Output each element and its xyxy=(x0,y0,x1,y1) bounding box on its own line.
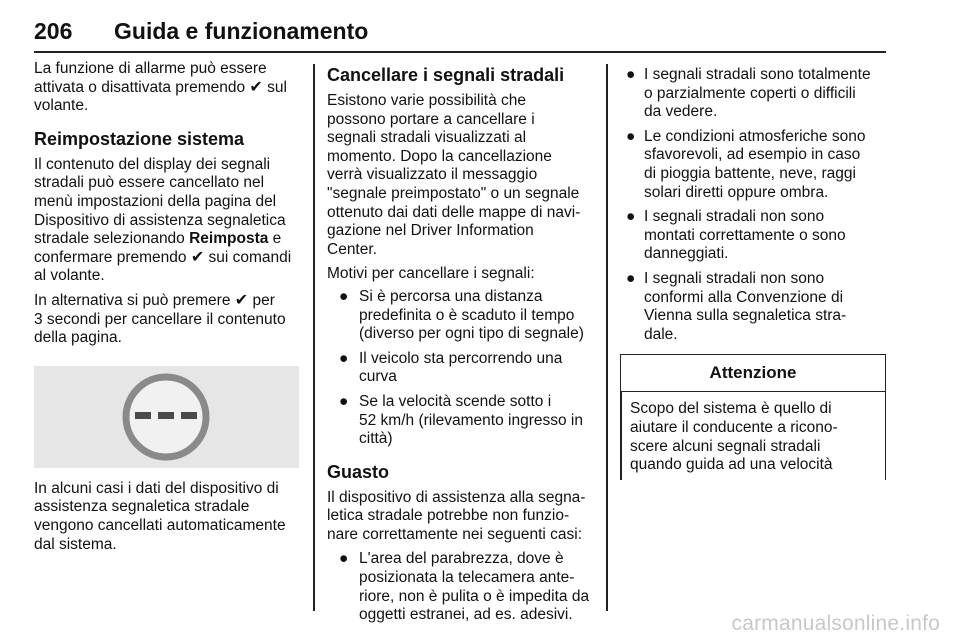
bullet-icon: ● xyxy=(339,349,349,367)
column-3 xyxy=(620,60,886,480)
bullet-icon: ● xyxy=(626,127,636,145)
list-item: ● L'area del parabrezza, dove è posizionata la telecamera ante- riore, non è pulita o è impedita da oggetti estranei, ad es. adesivi. xyxy=(339,550,590,624)
list-item: ● I segnali stradali non sono conformi alla Convenzione di Vienna sulla segnaletica stra- dale. xyxy=(626,269,847,343)
check-icon: ✔ xyxy=(190,248,205,266)
watermark: carmanualsonline.info xyxy=(731,612,940,635)
notice-title: Attenzione xyxy=(709,363,797,383)
figure-sign xyxy=(34,366,299,468)
list-item: ● Le condizioni atmosferiche sono sfavorevoli, ad esempio in caso di pioggia battente, neve, raggi solari diretti oppure ombra. xyxy=(626,127,866,201)
heading-reset: Reimpostazione sistema xyxy=(34,128,245,149)
column-divider xyxy=(606,64,608,611)
notice-box xyxy=(620,354,886,480)
end-of-restriction-sign-icon xyxy=(34,366,299,468)
paragraph: La funzione di allarme può essere attivata o disattivata premendo ✔ sul volante. xyxy=(34,60,287,115)
column-divider xyxy=(313,64,315,611)
header-rule xyxy=(34,51,886,53)
column-2 xyxy=(327,60,592,625)
list-item: ● Il veicolo sta percorrendo una curva xyxy=(339,349,563,386)
bullet-icon: ● xyxy=(626,269,636,287)
list-item: ● Si è percorsa una distanza predefinita o è scaduto il tempo (diverso per ogni tipo di segnale) xyxy=(339,287,584,343)
list-item: ● I segnali stradali sono totalmente o parzialmente coperti o difficili da vedere. xyxy=(626,66,871,121)
page-number: 206 xyxy=(34,18,73,44)
notice-body: Scopo del sistema è quello di aiutare il conducente a ricono- scere alcuni segnali stradali quando guida ad una velocità xyxy=(630,400,838,474)
reasons-list xyxy=(327,288,592,449)
column-1 xyxy=(34,60,299,554)
bullet-icon: ● xyxy=(626,66,636,83)
section-title: Guida e funzionamento xyxy=(114,18,369,44)
check-icon: ✔ xyxy=(249,78,263,96)
faults-list xyxy=(327,550,592,624)
term-reimposta: Reimposta xyxy=(189,230,269,248)
bullet-icon: ● xyxy=(339,287,349,305)
list-item: ● Se la velocità scende sotto i 52 km/h (rilevamento ingresso in città) xyxy=(339,392,583,448)
check-icon: ✔ xyxy=(234,291,249,309)
notice-title-bar xyxy=(620,354,886,392)
list-item: ● I segnali stradali non sono montati correttamente o sono danneggiati. xyxy=(626,208,846,263)
paragraph: Il contenuto del display dei segnali stradali può essere cancellato nel menù impostazioni della pagina del Dispositivo di assistenza segnaletica stradale selezionando Reimposta e confermare premendo ✔ sui comandi al volante. xyxy=(34,155,292,285)
heading-fault: Guasto xyxy=(327,461,390,482)
faults-list-continued xyxy=(620,66,886,344)
paragraph: In alcuni casi i dati del dispositivo di assistenza segnaletica stradale vengono cancellati automaticamente dal sistema. xyxy=(34,479,286,553)
bullet-icon: ● xyxy=(339,550,349,568)
paragraph: Il dispositivo di assistenza alla segna- letica stradale potrebbe non funzio- nare correttamente nei seguenti casi: xyxy=(327,488,586,543)
paragraph: Motivi per cancellare i segnali: xyxy=(327,265,535,283)
heading-cancel: Cancellare i segnali stradali xyxy=(327,65,565,85)
paragraph: Esistono varie possibilità che possono portare a cancellare i segnali stradali visualizzati al momento. Dopo la cancellazione verrà visualizzato il messaggio "segnale preimpostato" o un segnale ottenuto dai dati delle mappe di navi- gazione nel Driver Information Center. xyxy=(327,92,581,258)
bullet-icon: ● xyxy=(626,208,636,226)
page-header xyxy=(34,18,886,58)
bullet-icon: ● xyxy=(339,392,349,410)
paragraph: In alternativa si può premere ✔ per 3 secondi per cancellare il contenuto della pagina. xyxy=(34,291,286,347)
